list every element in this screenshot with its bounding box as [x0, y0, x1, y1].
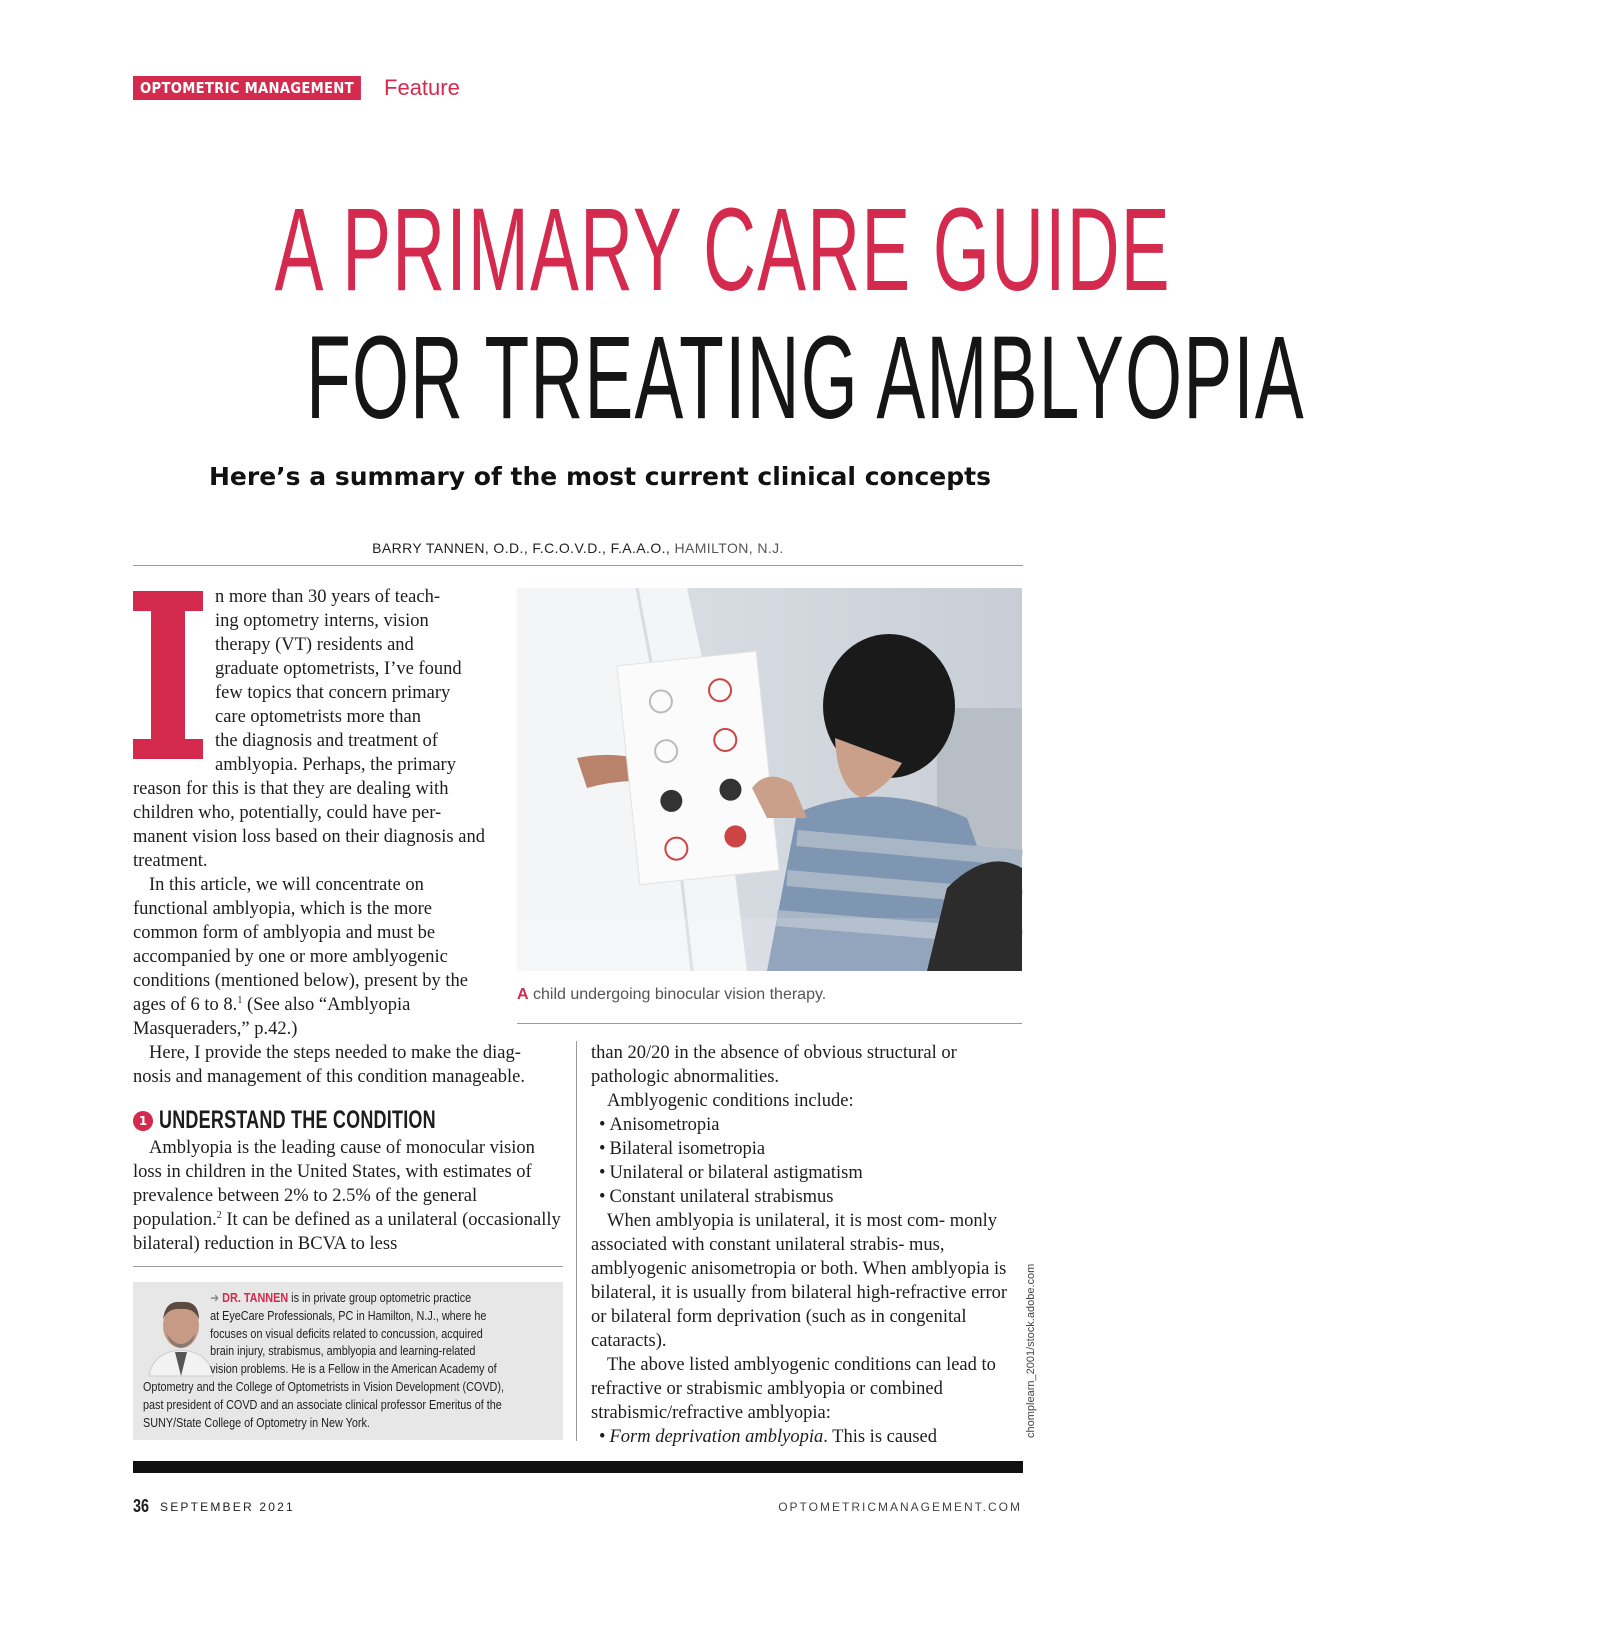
- author: BARRY TANNEN, O.D., F.C.O.V.D., F.A.A.O.,: [372, 540, 671, 556]
- section-tag: [133, 76, 460, 100]
- section-number: 1: [133, 1111, 153, 1131]
- bio-line: SUNY/State College of Optometry in New York.: [143, 1415, 370, 1430]
- list-item: • Anisometropia: [591, 1113, 1023, 1137]
- intro-paragraph: reason for this is that they are dealing with children who, potentially, could have per- manent vision loss based on their diagnosis and treatment.: [133, 779, 485, 871]
- subtitle: Here’s a summary of the most current clinical concepts: [209, 462, 991, 491]
- list-item: • Form deprivation amblyopia. This is caused: [591, 1425, 1023, 1449]
- intro-line: therapy (VT) residents and: [215, 635, 414, 655]
- photo-credit: chomplearn_2001/stock.adobe.com: [1025, 1263, 1037, 1438]
- bio-line: vision problems. He is a Fellow in the American Academy of: [210, 1362, 497, 1377]
- right-column: [591, 1041, 1023, 1449]
- drop-cap: [133, 591, 203, 759]
- intro-line: the diagnosis and treatment of: [215, 731, 438, 751]
- paragraph: than 20/20 in the absence of obvious structural or pathologic abnormalities.: [591, 1043, 957, 1087]
- section-heading: [133, 1106, 544, 1135]
- bio-line: focuses on visual deficits related to concussion, acquired: [210, 1326, 483, 1341]
- intro-column: [133, 585, 563, 1041]
- page-number: 36: [133, 1496, 150, 1516]
- section-name: OPTOMETRIC MANAGEMENT: [133, 76, 361, 100]
- divider: [133, 1266, 563, 1267]
- list-item: • Bilateral isometropia: [591, 1137, 1023, 1161]
- intro-line: ing optometry interns, vision: [215, 611, 429, 631]
- intro-line: care optometrists more than: [215, 707, 422, 727]
- section-kind: Feature: [384, 75, 460, 100]
- reference-mark: 2: [216, 1209, 222, 1221]
- section-body: [133, 1136, 563, 1256]
- divider: [133, 565, 1023, 566]
- paragraph: When amblyopia is unilateral, it is most com- monly associated with constant unilateral strabis- mus, amblyogenic anisometropia or both. When amblyopia is bilateral, it is usually from bilateral high-refractive error or bilateral form deprivation (such as in congenital cataracts).: [591, 1211, 1008, 1351]
- divider: [517, 1023, 1022, 1024]
- bio-line: brain injury, strabismus, amblyopia and learning-related: [210, 1344, 476, 1359]
- footer-bar: [133, 1461, 1023, 1473]
- list-item: • Constant unilateral strabismus: [591, 1185, 1023, 1209]
- paragraph: Amblyopia is the leading cause of monocular vision loss in children in the United States, with estimates of prevalence between 2% to 2.5% of the general population.$^2$ It can be defined as a unilateral (occasionally bilateral) reduction in BCVA to less: [133, 1138, 561, 1254]
- intro-line: n more than 30 years of teach-: [215, 587, 440, 607]
- website: OPTOMETRICMANAGEMENT.COM: [778, 1500, 1022, 1514]
- byline: [133, 540, 1023, 556]
- column-divider: [576, 1041, 577, 1441]
- issue-date: SEPTEMBER 2021: [160, 1500, 295, 1514]
- paragraph-steps: [133, 1041, 563, 1089]
- paragraph: Amblyogenic conditions include:: [607, 1091, 854, 1111]
- title-line-2: FOR TREATING AMBLYOPIA: [306, 312, 1305, 444]
- bio-line: past president of COVD and an associate clinical professor Emeritus of the: [143, 1397, 502, 1412]
- title-line-1: A PRIMARY CARE GUIDE: [274, 184, 1171, 316]
- reference-mark: 1: [237, 994, 243, 1006]
- paragraph: In this article, we will concentrate on functional amblyopia, which is the more common form of amblyopia and must be accompanied by one or more amblyogenic conditions (mentioned below), present by the ages of 6 to 8.$^1$ (See also “Amblyopia Masqueraders,” p.42.): [133, 875, 468, 1039]
- bio-line: ➜ DR. TANNEN is in private group optometric practice: [210, 1291, 472, 1305]
- child-vision-therapy-photo: [517, 588, 1022, 971]
- author-bio-box: [133, 1282, 563, 1440]
- photo-caption: A child undergoing binocular vision therapy.: [517, 986, 827, 1003]
- arrow-icon: ➜: [210, 1291, 220, 1305]
- intro-line: amblyopia. Perhaps, the primary: [215, 755, 456, 775]
- bio-name: DR. TANNEN: [222, 1291, 289, 1305]
- intro-line: few topics that concern primary: [215, 683, 451, 703]
- intro-line: graduate optometrists, I’ve found: [215, 659, 462, 679]
- author-location: HAMILTON, N.J.: [674, 540, 784, 556]
- paragraph: The above listed amblyogenic conditions can lead to refractive or strabismic amblyopia or combined strabismic/refractive amblyopia:: [591, 1355, 996, 1423]
- author-bio-text: [143, 1290, 555, 1432]
- section-heading-text: UNDERSTAND THE CONDITION: [159, 1106, 436, 1134]
- bio-line: at EyeCare Professionals, PC in Hamilton, N.J., where he: [210, 1308, 487, 1323]
- list-item: • Unilateral or bilateral astigmatism: [591, 1161, 1023, 1185]
- paragraph: Here, I provide the steps needed to make the diag- nosis and management of this condition manageable.: [133, 1043, 525, 1087]
- bio-line: Optometry and the College of Optometrists in Vision Development (COVD),: [143, 1379, 504, 1394]
